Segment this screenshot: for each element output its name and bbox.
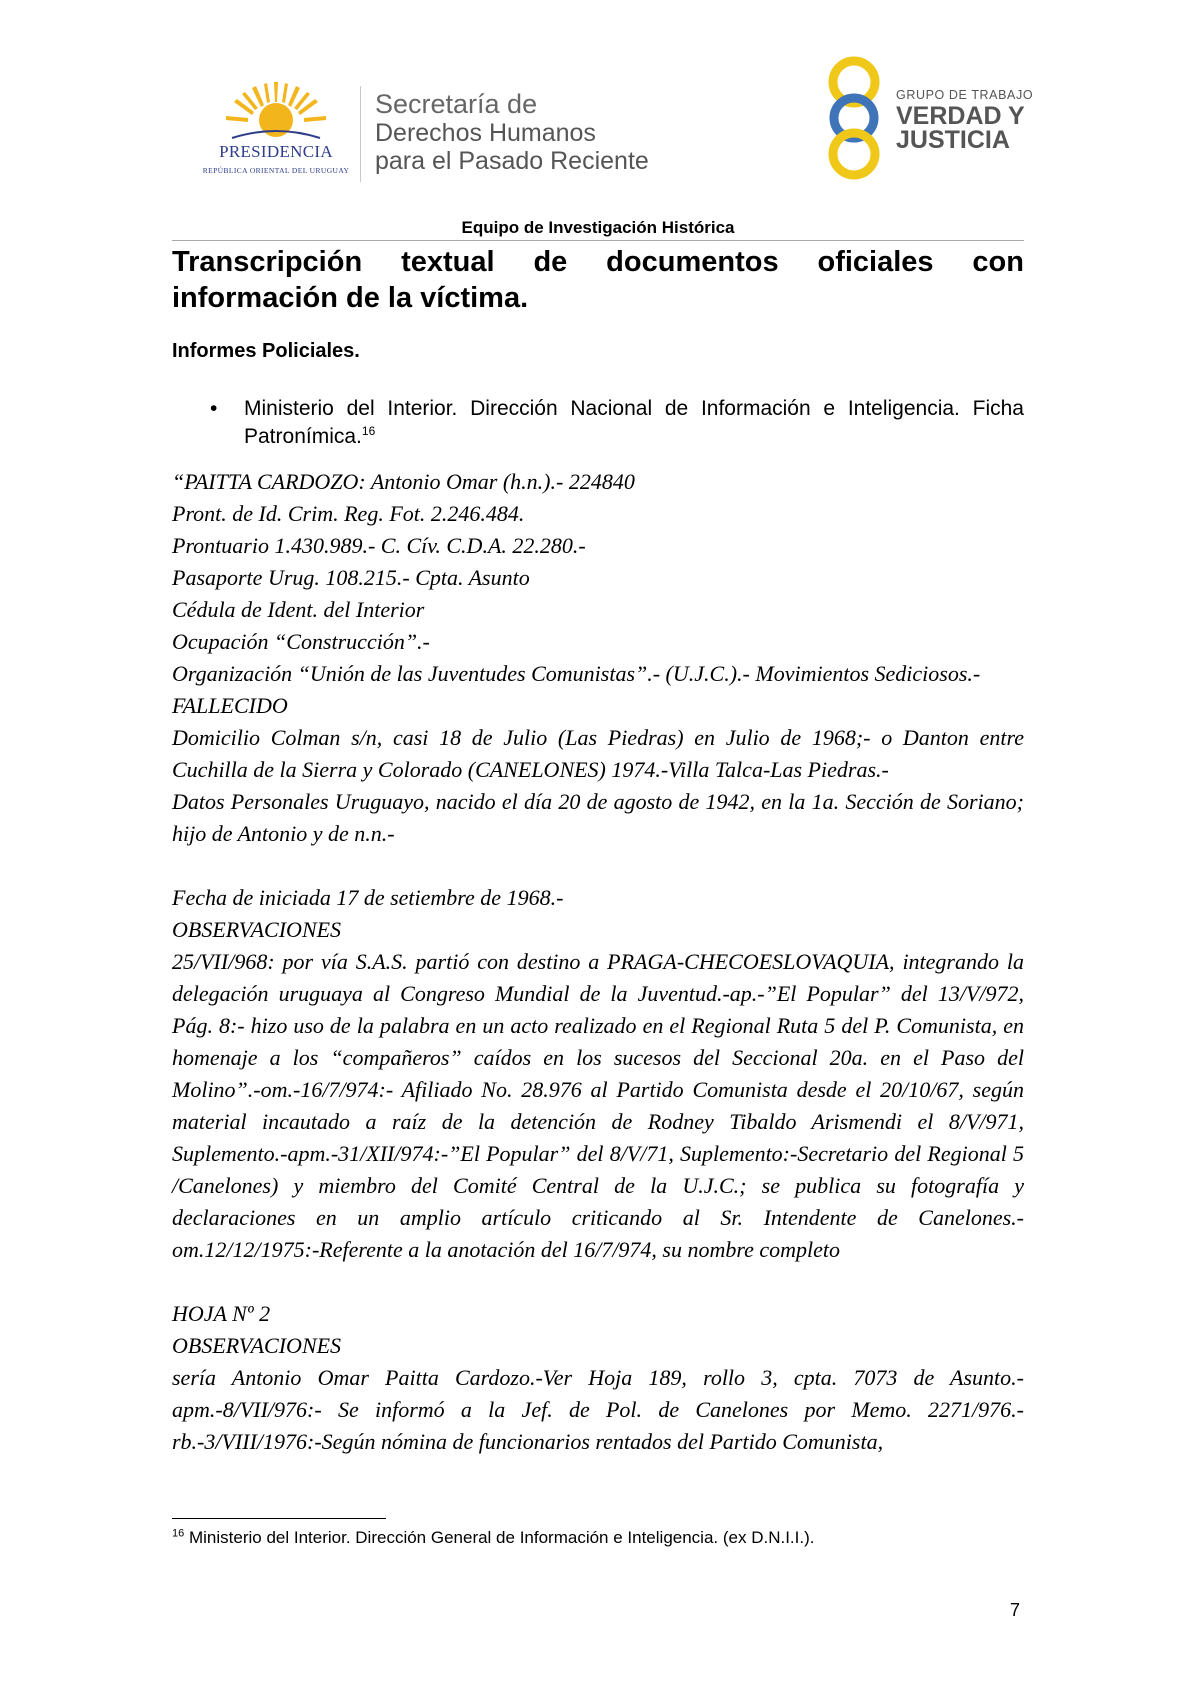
bullet-dot-icon: • xyxy=(210,397,218,420)
record-line: Pasaporte Urug. 108.215.- Cpta. Asunto xyxy=(172,565,530,590)
footnote-number: 16 xyxy=(172,1527,185,1540)
record-line: Pront. de Id. Crim. Reg. Fot. 2.246.484. xyxy=(172,501,525,526)
grupo-small-label: GRUPO DE TRABAJO xyxy=(896,88,1034,102)
record-line: Cédula de Ident. del Interior xyxy=(172,597,425,622)
section-subtitle: Informes Policiales. xyxy=(172,340,360,362)
hoja-label: HOJA Nº 2 xyxy=(172,1301,271,1326)
footnote xyxy=(172,1528,1024,1548)
footnote-text: Ministerio del Interior. Dirección General de Información e Inteligencia. (ex D.N.I.I.). xyxy=(188,1528,815,1547)
secretaria-line-2: Derechos Humanos xyxy=(375,119,596,147)
record-line: Prontuario 1.430.989.- C. Cív. C.D.A. 22.280.- xyxy=(172,533,586,558)
observaciones-paragraph-2: sería Antonio Omar Paitta Cardozo.-Ver Hoja 189, rollo 3, cpta. 7073 de Asunto.-apm.-8/VII/976:- Se informó a la Jef. de Pol. de Canelones por Memo. 2271/976.-rb.-3/VIII/1976:-Según nómina de funcionarios rentados del Partido Comunista, xyxy=(172,1365,1024,1454)
header-divider xyxy=(360,86,361,182)
page-title: Transcripción textual de documentos oficiales con información de la víctima. xyxy=(172,246,1024,314)
observaciones-label: OBSERVACIONES xyxy=(172,917,342,942)
bullet-text xyxy=(244,395,1024,451)
grupo-big-line-1: VERDAD Y xyxy=(896,102,1025,130)
domicilio-paragraph: Domicilio Colman s/n, casi 18 de Julio (Las Piedras) en Julio de 1968;- o Danton entre Cuchilla de la Sierra y Colorado (CANELONES) 1974.-Villa Talca-Las Piedras.- xyxy=(172,725,1024,782)
observaciones-paragraph-1: 25/VII/968: por vía S.A.S. partió con destino a PRAGA-CHECOESLOVAQUIA, integrando la delegación uruguaya al Congreso Mundial de la Juventud.-ap.-”El Popular” del 13/V/972, Pág. 8:- hizo uso de la palabra en un acto realizado en el Regional Ruta 5 del P. Comunista, en homenaje a los “compañeros” caídos en los sucesos del Seccional 20a. en el Paso del Molino”.-om.-16/7/974:- Afiliado No. 28.976 al Partido Comunista desde el 20/10/67, según material incautado a raíz de la detención de Rodney Tibaldo Arismendi el 8/V/971, Suplemento.-apm.-31/XII/974:-”El Popular” del 8/V/71, Suplemento:-Secretario del Regional 5 /Canelones) y miembro del Comité Central de la U.J.C.; se publica su fotografía y declaraciones en un amplio artículo criticando al Sr. Intendente de Canelones.- om.12/12/1975:-Referente a la anotación del 16/7/974, su nombre completo xyxy=(172,949,1024,1262)
secretaria-line-3: para el Pasado Reciente xyxy=(375,147,649,175)
record-line: Ocupación “Construcción”.- xyxy=(172,629,430,654)
observaciones-label-2: OBSERVACIONES xyxy=(172,1333,342,1358)
fecha-iniciada: Fecha de iniciada 17 de setiembre de 1968.- xyxy=(172,885,564,910)
page-number: 7 xyxy=(1010,1600,1021,1620)
presidencia-subtitle: REPÚBLICA ORIENTAL DEL URUGUAY xyxy=(202,166,350,175)
sun-icon xyxy=(224,80,328,142)
bullet-item xyxy=(210,395,1024,451)
secretaria-logo-text xyxy=(375,90,649,175)
footnote-ref: 16 xyxy=(361,424,376,438)
rings-logo-icon xyxy=(818,56,890,180)
record-line: “PAITTA CARDOZO: Antonio Omar (h.n.).- 224840 xyxy=(172,469,635,494)
fallecido-label: FALLECIDO xyxy=(172,693,288,718)
presidencia-title: PRESIDENCIA xyxy=(219,142,333,161)
secretaria-line-1: Secretaría de xyxy=(375,89,538,119)
organizacion-paragraph: Organización “Unión de las Juventudes Comunistas”.- (U.J.C.).- Movimientos Sediciosos.- xyxy=(172,661,981,686)
bullet-text-content: Ministerio del Interior. Dirección Nacional de Información e Inteligencia. Ficha Patronímica. xyxy=(244,397,1024,448)
footnote-rule xyxy=(172,1518,386,1519)
transcription-body xyxy=(172,466,1024,1458)
datos-personales-paragraph: Datos Personales Uruguayo, nacido el día 20 de agosto de 1942, en la 1a. Sección de Soriano; hijo de Antonio y de n.n.- xyxy=(172,789,1024,846)
team-label: Equipo de Investigación Histórica xyxy=(461,218,735,237)
presidencia-logo xyxy=(196,80,356,180)
grupo-big-line-2: JUSTICIA xyxy=(896,126,1010,154)
header-rule xyxy=(172,240,1024,241)
